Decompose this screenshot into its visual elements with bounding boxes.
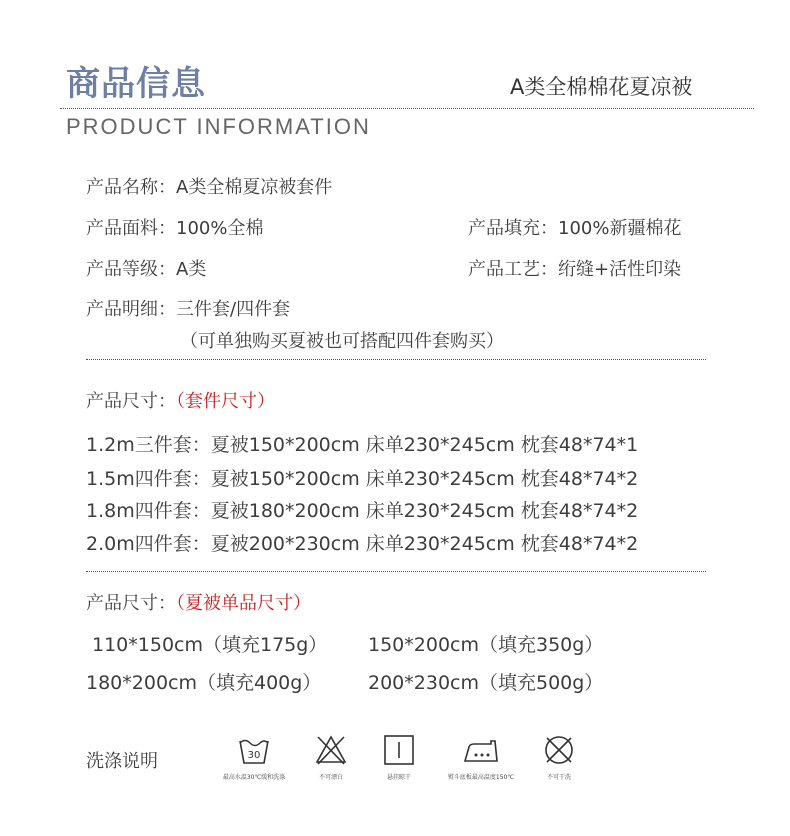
- no-dry-clean-icon: [542, 733, 576, 767]
- single-size-item: 110*150cm（填充175g）: [92, 634, 328, 656]
- info-detail: 产品明细：三件套/四件套: [86, 299, 291, 320]
- care-item-dryclean: [509, 733, 609, 781]
- info-detail-note: （可单独购买夏被也可搭配四件套购买）: [180, 331, 504, 352]
- set-size-heading: [86, 387, 275, 413]
- info-fabric: 产品面料：100%全棉: [86, 218, 264, 239]
- single-size-label: 产品尺寸：: [86, 593, 176, 614]
- care-text: 不可漂白: [318, 774, 343, 781]
- set-size-row: 1.8m四件套：夏被180*200cm 床单230*245cm 枕套48*74*2: [86, 500, 639, 522]
- single-size-heading: [86, 589, 311, 615]
- page-subtitle: PRODUCT INFORMATION: [66, 114, 371, 139]
- care-text: 悬挂晾干: [386, 774, 411, 781]
- page-title: 商品信息: [66, 64, 206, 104]
- hang-dry-icon: [382, 733, 416, 767]
- set-size-tag: （套件尺寸）: [176, 391, 275, 412]
- wash-30-icon: [237, 733, 271, 767]
- header-divider: [60, 108, 754, 109]
- single-size-tag: （夏被单品尺寸）: [176, 593, 311, 614]
- set-size-label: 产品尺寸：: [86, 391, 176, 412]
- single-size-item: 200*230cm（填充500g）: [368, 672, 604, 694]
- single-size-item: 180*200cm（填充400g）: [86, 672, 322, 694]
- info-grade: 产品等级：A类: [86, 259, 207, 280]
- info-divider: [86, 359, 706, 360]
- info-name: 产品名称：A类全棉夏凉被套件: [86, 177, 333, 198]
- wash-temp-value: 30: [247, 750, 261, 761]
- product-name: A类全棉棉花夏凉被: [510, 75, 693, 99]
- care-text: 熨斗底板最高温度150℃: [447, 774, 515, 781]
- care-text: 不可干洗: [546, 774, 571, 781]
- set-size-row: 1.2m三件套：夏被150*200cm 床单230*245cm 枕套48*74*1: [86, 434, 639, 456]
- set-size-row: 2.0m四件套：夏被200*230cm 床单230*245cm 枕套48*74*2: [86, 533, 639, 555]
- iron-150-icon: [461, 733, 501, 767]
- sizes-divider: [86, 571, 706, 572]
- care-label: 洗涤说明: [86, 751, 158, 772]
- set-size-row: 1.5m四件套：夏被150*200cm 床单230*245cm 枕套48*74*2: [86, 468, 639, 490]
- care-text: 最高水温30℃缓和洗涤: [222, 774, 286, 781]
- single-size-item: 150*200cm（填充350g）: [368, 634, 604, 656]
- no-bleach-icon: [314, 733, 348, 767]
- info-craft: 产品工艺：绗缝+活性印染: [468, 259, 682, 280]
- info-filling: 产品填充：100%新疆棉花: [468, 218, 682, 239]
